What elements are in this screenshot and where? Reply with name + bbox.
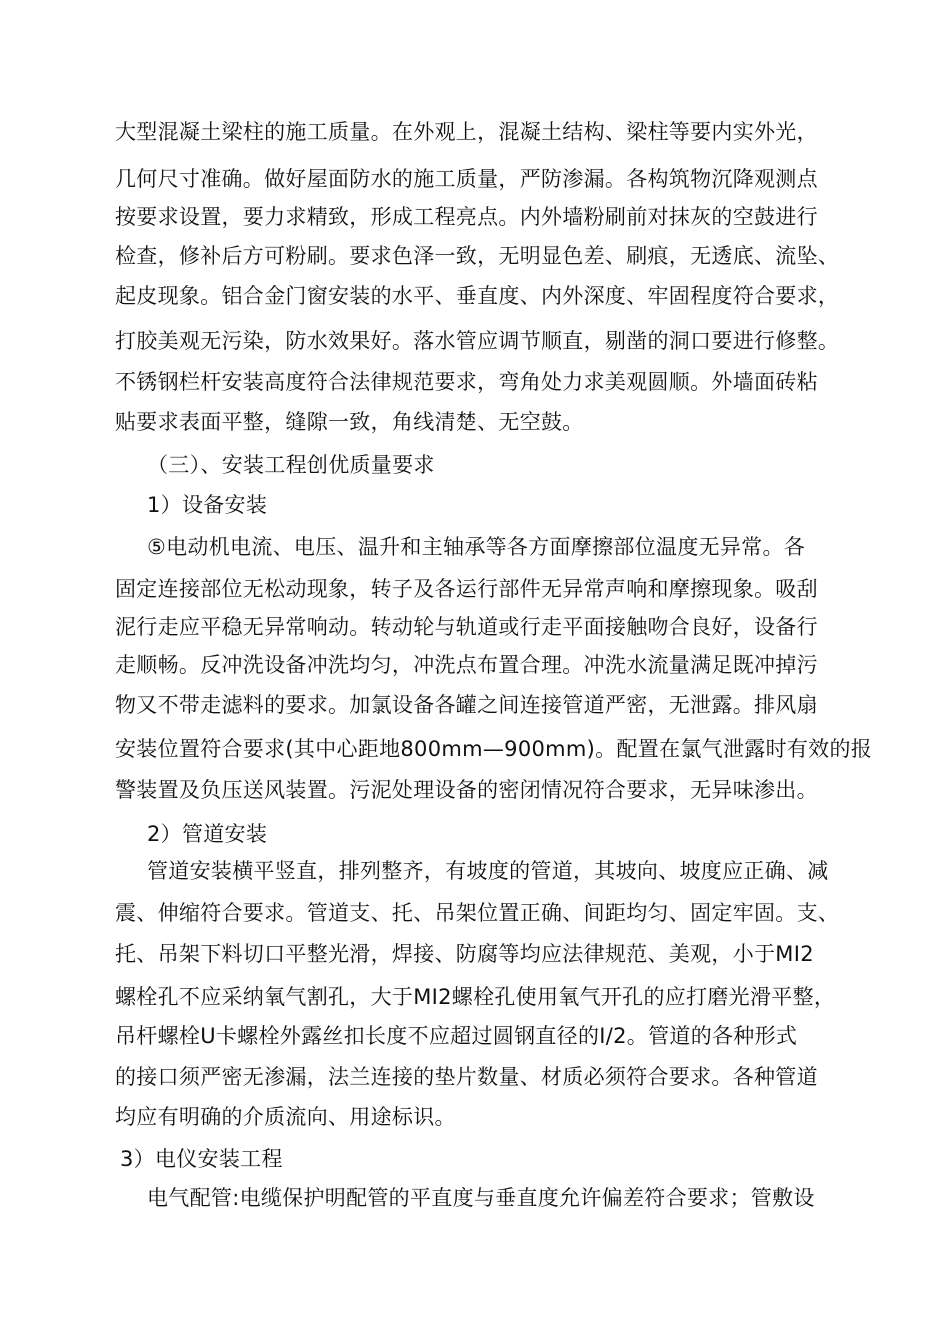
text-line: 起皮现象。铝合金门窗安装的水平、垂直度、内外深度、牢固程度符合要求， xyxy=(115,284,840,308)
text-line: 安装位置符合要求(其中心距地800mm—900mm)。配置在氯气泄露时有效的报 xyxy=(115,737,873,761)
text-line: 的接口须严密无渗漏，法兰连接的垫片数量、材质必须符合要求。各种管道 xyxy=(115,1065,818,1089)
text-line: 贴要求表面平整，缝隙一致，角线清楚、无空鼓。 xyxy=(115,410,584,434)
text-line: 电气配管:电缆保护明配管的平直度与垂直度允许偏差符合要求；管敷设 xyxy=(147,1186,815,1210)
text-line: 检查，修补后方可粉刷。要求色泽一致，无明显色差、刷痕，无透底、流坠、 xyxy=(115,244,840,268)
text-line: 打胶美观无污染，防水效果好。落水管应调节顺直，剔凿的洞口要进行修整。 xyxy=(115,329,840,353)
section-heading: （三）、安装工程创优质量要求 xyxy=(147,453,435,477)
text-line: 按要求设置，要力求精致，形成工程亮点。内外墙粉刷前对抹灰的空鼓进行 xyxy=(115,205,818,229)
text-line: 不锈钢栏杆安装高度符合法律规范要求，弯角处力求美观圆顺。外墙面砖粘 xyxy=(115,370,818,394)
text-line: 泥行走应平稳无异常响动。转动轮与轨道或行走平面接触吻合良好，设备行 xyxy=(115,615,818,639)
text-line: 震、伸缩符合要求。管道支、托、吊架位置正确、间距均匀、固定牢固。支、 xyxy=(115,901,840,925)
subsection-heading: 1）设备安装 xyxy=(147,493,268,517)
text-line: 均应有明确的介质流向、用途标识。 xyxy=(115,1105,456,1129)
text-line: 物又不带走滤料的要求。加氯设备各罐之间连接管道严密，无泄露。排风扇 xyxy=(115,693,818,717)
text-line: 固定连接部位无松动现象，转子及各运行部件无异常声响和摩擦现象。吸刮 xyxy=(115,577,818,601)
subsection-heading: 2）管道安装 xyxy=(147,822,268,846)
text-line: 大型混凝土梁柱的施工质量。在外观上，混凝土结构、梁柱等要内实外光， xyxy=(115,120,818,144)
text-line: ⑤电动机电流、电压、温升和主轴承等各方面摩擦部位温度无异常。各 xyxy=(147,535,806,559)
text-line: 螺栓孔不应采纳氧气割孔，大于MI2螺栓孔使用氧气开孔的应打磨光滑平整， xyxy=(115,985,836,1009)
text-line: 警装置及负压送风装置。污泥处理设备的密闭情况符合要求，无异味渗出。 xyxy=(115,778,818,802)
text-line: 几何尺寸准确。做好屋面防水的施工质量，严防渗漏。各构筑物沉降观测点 xyxy=(115,167,818,191)
text-line: 吊杆螺栓U卡螺栓外露丝扣长度不应超过圆钢直径的Ⅰ/2。管道的各种形式 xyxy=(115,1024,798,1048)
text-line: 走顺畅。反冲洗设备冲洗均匀，冲洗点布置合理。冲洗水流量满足既冲掉污 xyxy=(115,653,818,677)
subsection-heading: 3）电仪安装工程 xyxy=(120,1147,283,1171)
text-line: 管道安装横平竖直，排列整齐，有坡度的管道，其坡向、坡度应正确、减 xyxy=(147,859,829,883)
text-line: 托、吊架下料切口平整光滑，焊接、防腐等均应法律规范、美观，小于MI2 xyxy=(115,942,814,966)
